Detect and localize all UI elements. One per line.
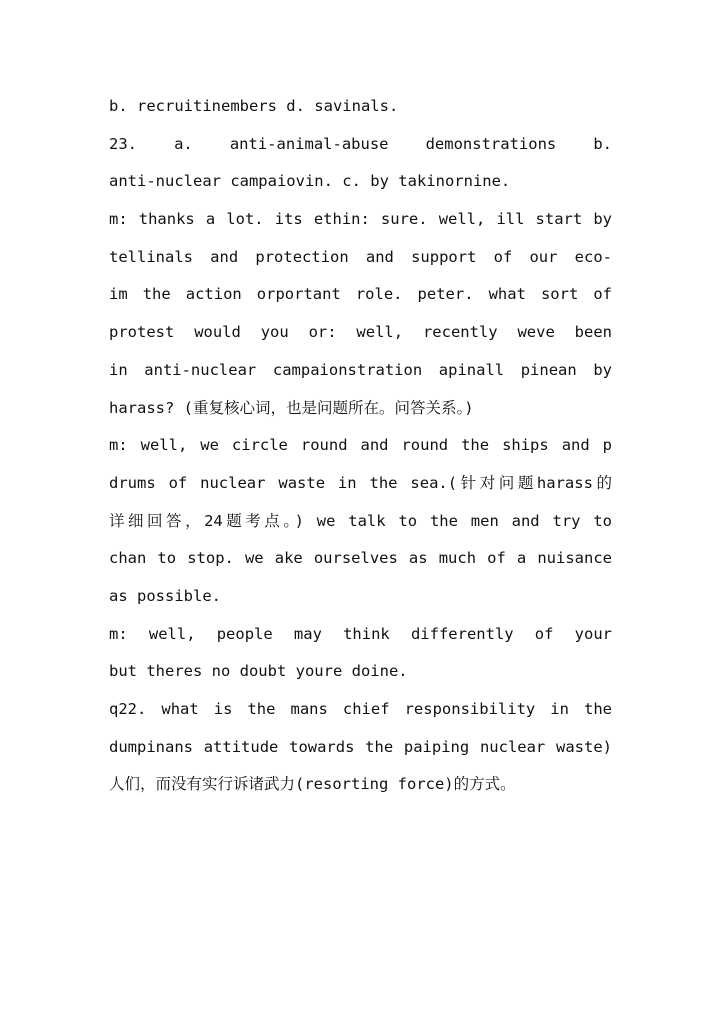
document-body: [109, 88, 612, 804]
text-line: q22. what is the mans chief responsibility in the: [109, 700, 612, 718]
text-line: as possible.: [109, 586, 221, 605]
text-line: anti-nuclear campaiovin. c. by takinornine.: [109, 172, 511, 191]
text-line: protest would you or: well, recently weve been: [109, 323, 612, 342]
text-line: harass? (重复核心词，也是问题所在。问答关系。): [109, 398, 474, 417]
text-line: tellinals and protection and support of our eco-: [109, 247, 612, 266]
text-line: in anti-nuclear campaionstration apinall pinean by: [109, 360, 612, 379]
text-line: b. recruitinembers d. savinals.: [109, 97, 399, 115]
text-line: 23. a. anti-animal-abuse demonstrations b.: [109, 134, 612, 153]
text-line: chan to stop. we ake ourselves as much of a nuisance: [109, 549, 612, 568]
text-line: im the action orportant role. peter. what sort of: [109, 285, 612, 304]
text-line: m: well, we circle round and round the ships and p: [109, 436, 612, 455]
text-line: dumpinans attitude towards the paiping nuclear waste): [109, 737, 612, 756]
text-line: m: well, people may think differently of your: [109, 624, 612, 643]
text-line: but theres no doubt youre doine.: [109, 662, 408, 681]
text-line: 详细回答，24题考点。) we talk to the men and try to: [109, 511, 612, 530]
text-line: 人们，而没有实行诉诸武力(resorting force)的方式。: [109, 775, 516, 794]
text-line: drums of nuclear waste in the sea.(针对问题harass的: [109, 473, 612, 492]
text-line: m: thanks a lot. its ethin: sure. well, ill start by: [109, 210, 612, 229]
